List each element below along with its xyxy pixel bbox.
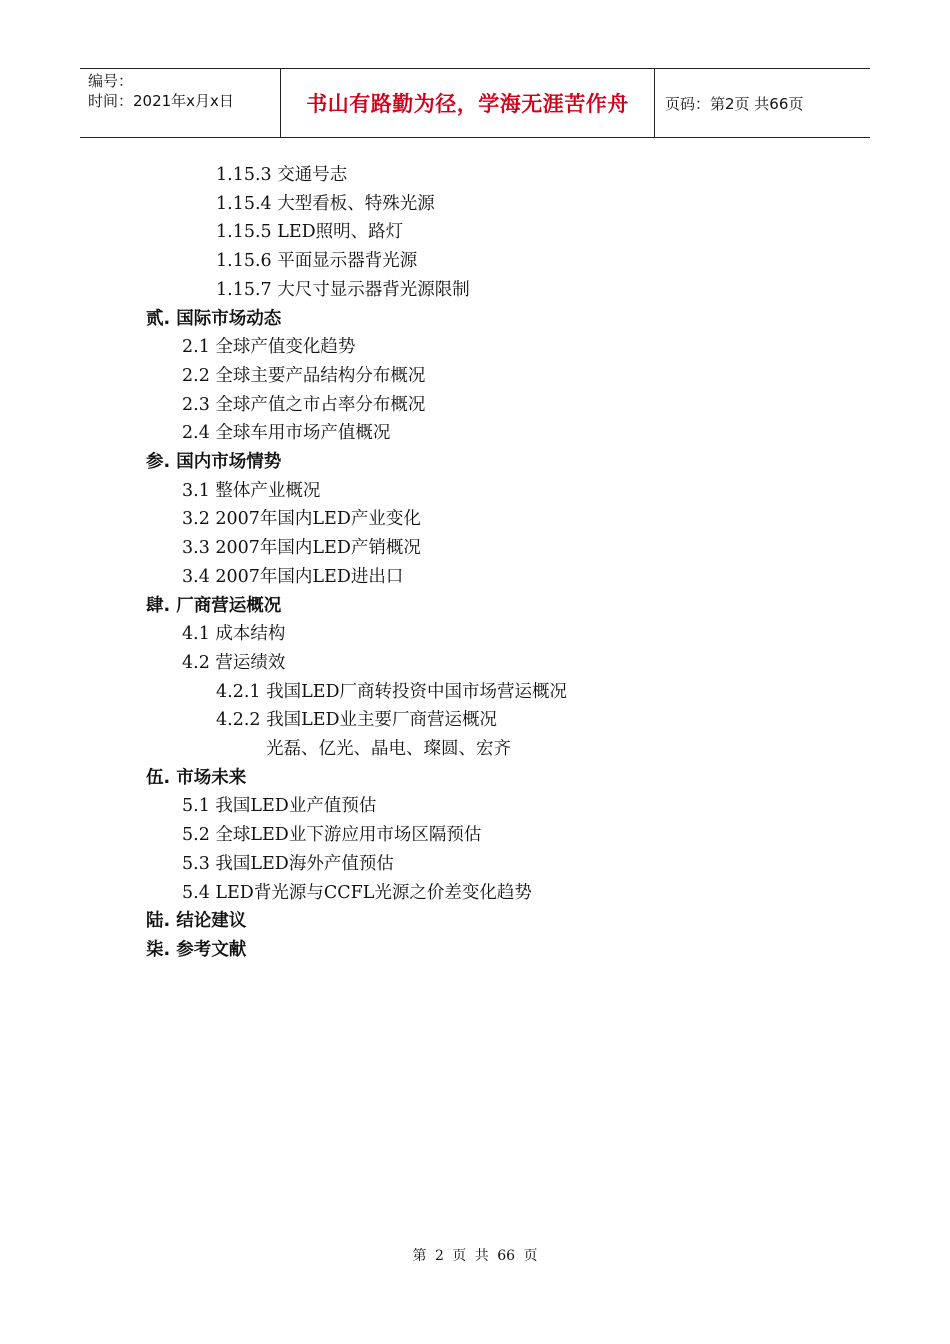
- toc-section-heading: 伍. 市场未来: [146, 767, 247, 788]
- toc-entry: 2.1 全球产值变化趋势: [182, 337, 356, 358]
- toc-entry: 1.15.3 交通号志: [216, 165, 348, 185]
- toc-entry: 5.1 我国LED业产值预估: [182, 796, 377, 817]
- header-motto: 书山有路勤为径，学海无涯苦作舟: [281, 69, 655, 137]
- toc-entry: 5.3 我国LED海外产值预估: [182, 853, 394, 874]
- toc-entry: 3.1 整体产业概况: [182, 480, 321, 501]
- toc-section-heading: 陆. 结论建议: [146, 911, 247, 932]
- toc-section-heading: 参. 国内市场情势: [146, 452, 282, 472]
- toc-section-heading: 贰. 国际市场动态: [146, 308, 282, 329]
- toc-entry: 4.2.1 我国LED厂商转投资中国市场营运概况: [216, 681, 568, 702]
- toc-entry: 1.15.7 大尺寸显示器背光源限制: [216, 279, 470, 300]
- toc-entry: 3.3 2007年国内LED产销概况: [182, 538, 421, 559]
- header-meta-cell: [80, 69, 281, 137]
- toc-entry: 1.15.5 LED照明、路灯: [216, 222, 404, 243]
- header-page-info: 页码：第2页 共66页: [665, 94, 804, 113]
- toc-entry: 4.2.2 我国LED业主要厂商营运概况: [216, 710, 498, 731]
- toc-section-heading: 柒. 参考文献: [146, 939, 247, 960]
- toc-entry: 2.4 全球车用市场产值概况: [182, 423, 391, 444]
- document-number-label: 编号：: [88, 72, 134, 90]
- toc-entry: 4.2 营运绩效: [182, 652, 286, 673]
- toc-entry: 光磊、亿光、晶电、璨圆、宏齐: [266, 739, 511, 759]
- toc-entry: 1.15.6 平面显示器背光源: [216, 251, 418, 272]
- toc-entry: 1.15.4 大型看板、特殊光源: [216, 193, 435, 214]
- toc-entry: 3.2 2007年国内LED产业变化: [182, 509, 421, 530]
- toc-section-heading: 肆. 厂商营运概况: [146, 595, 282, 616]
- toc-entry: 2.3 全球产值之市占率分布概况: [182, 394, 426, 415]
- toc-entry: 2.2 全球主要产品结构分布概况: [182, 365, 426, 386]
- toc-entry: 5.2 全球LED业下游应用市场区隔预估: [182, 825, 482, 846]
- toc-entry: 3.4 2007年国内LED进出口: [182, 566, 404, 587]
- page-footer: 第 2 页 共 66 页: [412, 1248, 538, 1264]
- page-header: [80, 68, 870, 138]
- toc-entry: 5.4 LED背光源与CCFL光源之价差变化趋势: [182, 882, 532, 903]
- toc-entry: 4.1 成本结构: [182, 624, 286, 645]
- document-date: 时间：2021年x月x日: [88, 92, 234, 110]
